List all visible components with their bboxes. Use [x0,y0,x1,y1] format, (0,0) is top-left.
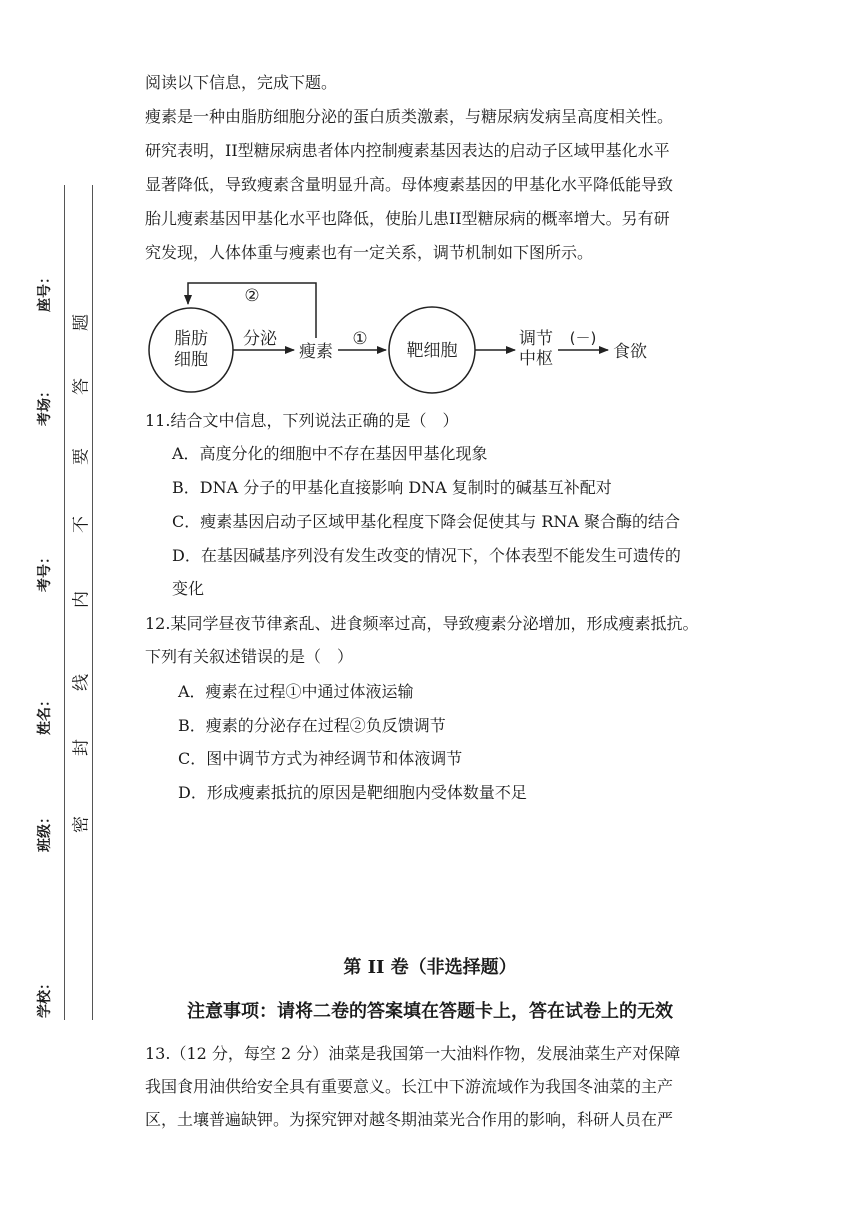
leptin-label: 瘦素 [299,342,333,362]
seal-char: 题 [71,314,92,331]
exam-number-label: 考号： [37,550,53,592]
intro-line: 显著降低，导致瘦素含量明显升高。母体瘦素基因的甲基化水平降低能导致 [145,175,674,194]
intro-line: 研究表明，II型糖尿病患者体内控制瘦素基因表达的启动子区域甲基化水平 [145,141,670,160]
seal-char: 封 [71,739,92,756]
intro-line: 胎儿瘦素基因甲基化水平也降低，使胎儿患II型糖尿病的概率增大。另有研 [145,209,670,228]
seal-char: 线 [71,674,92,691]
q12-option-b: B．瘦素的分泌存在过程②负反馈调节 [178,716,446,735]
q13-line: 区，土壤普遍缺钾。为探究钾对越冬期油菜光合作用的影响，科研人员在严 [145,1110,674,1129]
leptin-regulation-diagram [0,272,860,402]
q11-stem: 11.结合文中信息，下列说法正确的是（ ） [145,411,459,430]
intro-line: 究发现，人体体重与瘦素也有一定关系，调节机制如下图所示。 [145,243,594,262]
process2-label: ② [244,286,260,306]
appetite-label: 食欲 [613,342,647,362]
q12-option-a: A．瘦素在过程①中通过体液运输 [178,682,414,701]
center-label: 中枢 [519,349,553,369]
seal-char: 答 [71,378,92,395]
q12-stem: 12.某同学昼夜节律紊乱、进食频率过高，导致瘦素分泌增加，形成瘦素抵抗。 [145,614,699,633]
intro-line: 阅读以下信息，完成下题。 [145,73,338,92]
q11-option-a: A．高度分化的细胞中不存在基因甲基化现象 [172,444,488,463]
target-cell-label: 靶细胞 [406,341,458,361]
seat-label: 座号： [37,270,53,312]
fat-cell-label: 细胞 [174,350,208,370]
q13-line: 13.（12 分，每空 2 分）油菜是我国第一大油料作物，发展油菜生产对保障 [145,1044,681,1063]
q11-option-b: B．DNA 分子的甲基化直接影响 DNA 复制时的碱基互补配对 [172,478,612,497]
secrete-label: 分泌 [243,329,277,349]
class-label: 班级： [37,810,53,852]
intro-line: 瘦素是一种由脂肪细胞分泌的蛋白质类激素，与糖尿病发病呈高度相关性。 [145,107,674,126]
q11-option-d-cont: 变化 [172,579,205,598]
q11-option-c: C．瘦素基因启动子区域甲基化程度下降会促使其与 RNA 聚合酶的结合 [172,512,681,531]
center-label: 调节 [519,329,553,349]
school-label: 学校： [37,976,53,1018]
seal-char: 密 [71,816,92,833]
room-label: 考场： [37,384,53,426]
q11-option-d: D．在基因碱基序列没有发生改变的情况下，个体表型不能发生可遗传的 [172,546,681,565]
q12-option-c: C．图中调节方式为神经调节和体液调节 [178,749,463,768]
q12-option-d: D．形成瘦素抵抗的原因是靶细胞内受体数量不足 [178,783,527,802]
seal-char: 内 [71,591,92,608]
part2-title: 第 II 卷（非选择题） [343,957,517,978]
process1-label: ① [352,329,368,349]
q12-stem-cont: 下列有关叙述错误的是（ ） [145,647,354,666]
part2-notice: 注意事项：请将二卷的答案填在答题卡上，答在试卷上的无效 [187,1001,673,1022]
seal-char: 不 [71,516,92,533]
q13-line: 我国食用油供给安全具有重要意义。长江中下游流域作为我国冬油菜的主产 [145,1077,674,1096]
fat-cell-label: 脂肪 [174,329,208,349]
seal-char: 要 [71,448,92,465]
name-label: 姓名： [37,693,53,735]
inhibit-label: (－) [569,329,597,347]
